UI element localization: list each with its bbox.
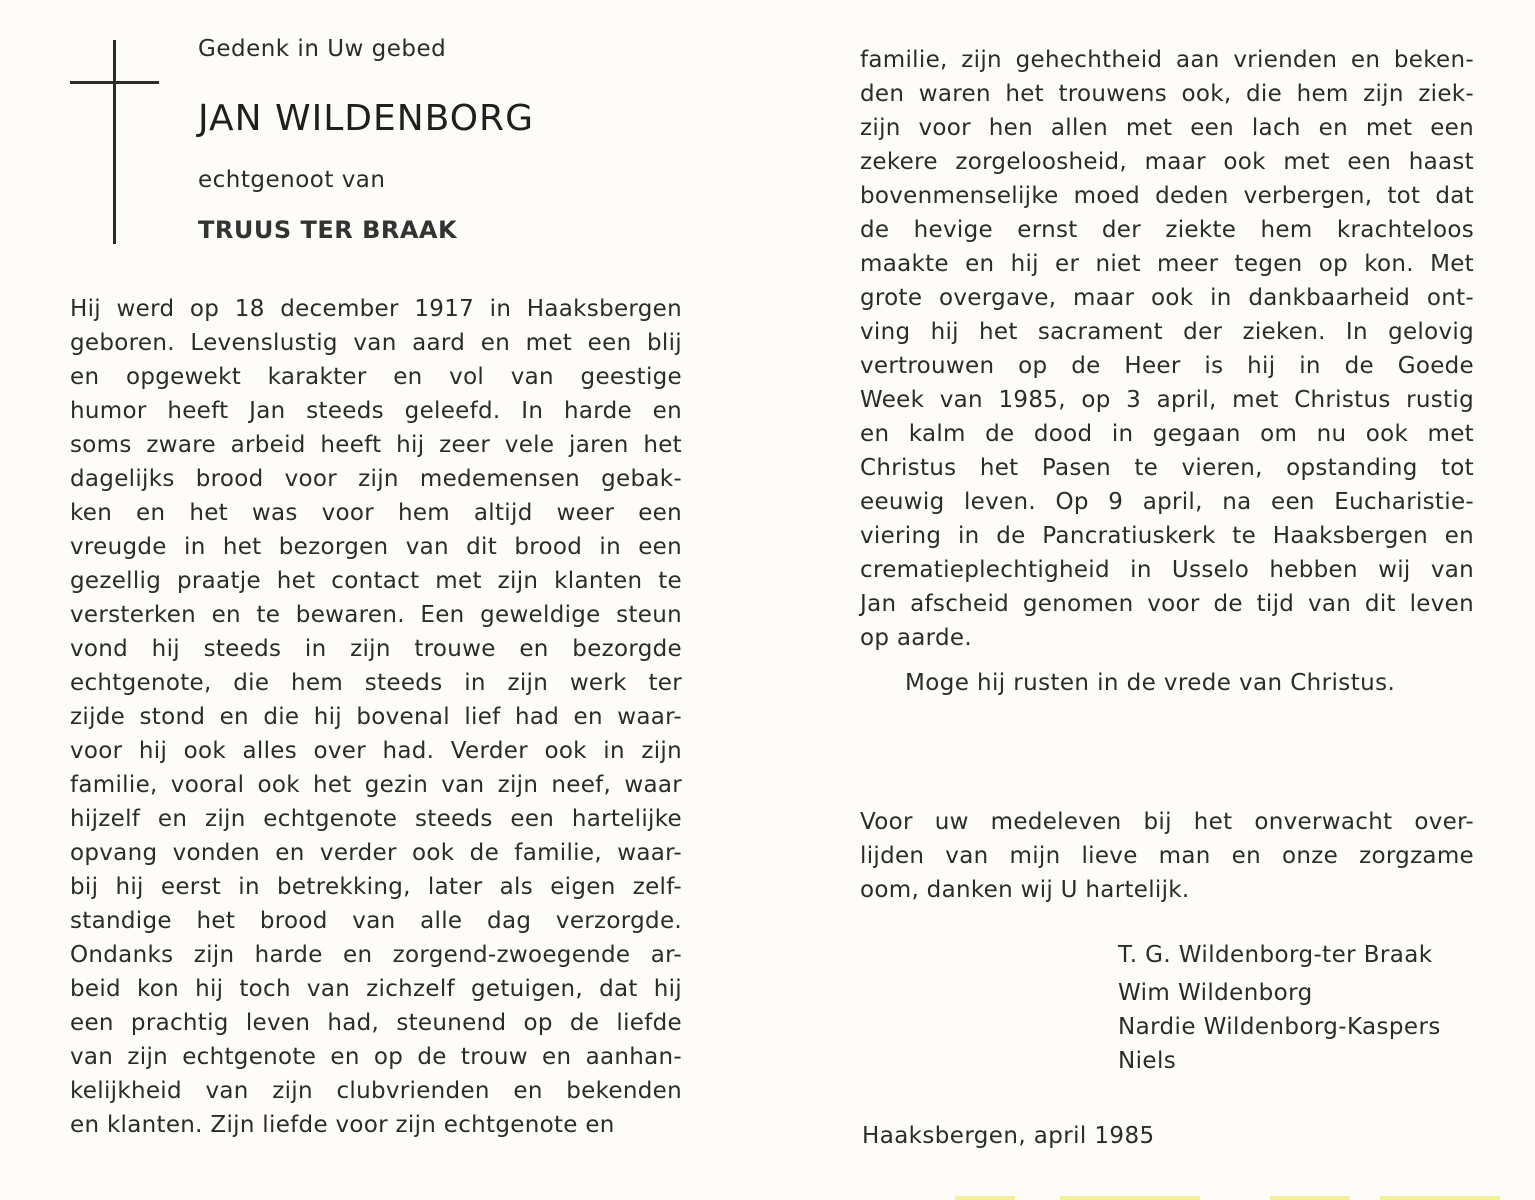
text-line: familie, vooral ook het gezin van zijn neef, waar — [70, 772, 682, 798]
text-line: van zijn echtgenote en op de trouw en aanhan- — [70, 1044, 682, 1070]
signer-name: Nardie Wildenborg-Kaspers — [1118, 1014, 1441, 1040]
cross-vertical-bar — [113, 40, 116, 244]
text-line: dagelijks brood voor zijn medemensen gebak- — [70, 466, 682, 492]
text-line: en kalm de dood in gegaan om nu ook met — [860, 421, 1474, 447]
text-line: familie, zijn gehechtheid aan vrienden en beken- — [860, 47, 1474, 73]
text-line: geboren. Levenslustig van aard en met een blij — [70, 330, 682, 356]
signers-list — [1118, 938, 1441, 1078]
text-line: ving hij het sacrament der zieken. In gelovig — [860, 319, 1474, 345]
text-line: Jan afscheid genomen voor de tijd van dit leven — [860, 591, 1474, 617]
text-line: Week van 1985, op 3 april, met Christus rustig — [860, 387, 1474, 413]
yellow-edge-mark — [1380, 1196, 1500, 1200]
relation-text: echtgenoot van — [198, 167, 386, 193]
place-date: Haaksbergen, april 1985 — [862, 1123, 1155, 1149]
text-line: viering in de Pancratiuskerk te Haaksbergen en — [860, 523, 1474, 549]
biography-right-column — [860, 43, 1474, 655]
text-line: Hij werd op 18 december 1917 in Haaksbergen — [70, 296, 682, 322]
cross-horizontal-bar — [70, 81, 159, 84]
text-line: vond hij steeds in zijn trouwe en bezorgde — [70, 636, 682, 662]
text-line: kelijkheid van zijn clubvrienden en bekenden — [70, 1078, 682, 1104]
text-line: opvang vonden en verder ook de familie, waar- — [70, 840, 682, 866]
text-line: zijde stond en die hij bovenal lief had en waar- — [70, 704, 682, 730]
text-line: de hevige ernst der ziekte hem krachteloos — [860, 217, 1474, 243]
text-line: beid kon hij toch van zichzelf getuigen, dat hij — [70, 976, 682, 1002]
signer-name: Niels — [1118, 1048, 1177, 1074]
text-line: den waren het trouwens ook, die hem zijn ziek- — [860, 81, 1474, 107]
signer-name: Wim Wildenborg — [1118, 980, 1313, 1006]
intro-text: Gedenk in Uw gebed — [198, 36, 447, 62]
deceased-name: JAN WILDENBORG — [198, 98, 534, 139]
text-line: lijden van mijn lieve man en onze zorgzame — [860, 843, 1474, 869]
text-line: Christus het Pasen te vieren, opstanding tot — [860, 455, 1474, 481]
spouse-name: TRUUS TER BRAAK — [198, 216, 458, 244]
text-line: humor heeft Jan steeds geleefd. In harde en — [70, 398, 682, 424]
yellow-edge-mark — [955, 1196, 1015, 1200]
text-line: ken en het was voor hem altijd weer een — [70, 500, 682, 526]
yellow-edge-mark — [1060, 1196, 1200, 1200]
text-line: soms zware arbeid heeft hij zeer vele jaren het — [70, 432, 682, 458]
text-line: Voor uw medeleven bij het onverwacht over- — [860, 809, 1474, 835]
text-line: standige het brood van alle dag verzorgde. — [70, 908, 682, 934]
biography-left-column — [70, 292, 682, 1142]
text-line: versterken en te bewaren. Een geweldige steun — [70, 602, 682, 628]
yellow-edge-mark — [1270, 1196, 1350, 1200]
text-line: oom, danken wij U hartelijk. — [860, 877, 1190, 903]
text-line: voor hij ook alles over had. Verder ook in zijn — [70, 738, 682, 764]
text-line: bij hij eerst in betrekking, later als eigen zelf- — [70, 874, 682, 900]
text-line: gezellig praatje het contact met zijn klanten te — [70, 568, 682, 594]
text-line: hijzelf en zijn echtgenote steeds een hartelijke — [70, 806, 682, 832]
text-line: op aarde. — [860, 625, 972, 651]
text-line: een prachtig leven had, steunend op de liefde — [70, 1010, 682, 1036]
text-line: echtgenote, die hem steeds in zijn werk ter — [70, 670, 682, 696]
text-line: zijn voor hen allen met een lach en met een — [860, 115, 1474, 141]
text-line: bovenmenselijke moed deden verbergen, tot dat — [860, 183, 1474, 209]
thanks-paragraph — [860, 805, 1474, 907]
text-line: vreugde in het bezorgen van dit brood in een — [70, 534, 682, 560]
text-line: crematieplechtigheid in Usselo hebben wij van — [860, 557, 1474, 583]
text-line: maakte en hij er niet meer tegen op kon. Met — [860, 251, 1474, 277]
text-line: Ondanks zijn harde en zorgend-zwoegende ar- — [70, 942, 682, 968]
text-line: zekere zorgeloosheid, maar ook met een haast — [860, 149, 1474, 175]
signer-name: T. G. Wildenborg-ter Braak — [1118, 942, 1433, 968]
text-line: grote overgave, maar ook in dankbaarheid ont- — [860, 285, 1474, 311]
text-line: en klanten. Zijn liefde voor zijn echtgenote en — [70, 1112, 615, 1138]
text-line: vertrouwen op de Heer is hij in de Goede — [860, 353, 1474, 379]
text-line: eeuwig leven. Op 9 april, na een Eucharistie- — [860, 489, 1474, 515]
text-line: en opgewekt karakter en vol van geestige — [70, 364, 682, 390]
closing-blessing: Moge hij rusten in de vrede van Christus. — [905, 670, 1396, 696]
